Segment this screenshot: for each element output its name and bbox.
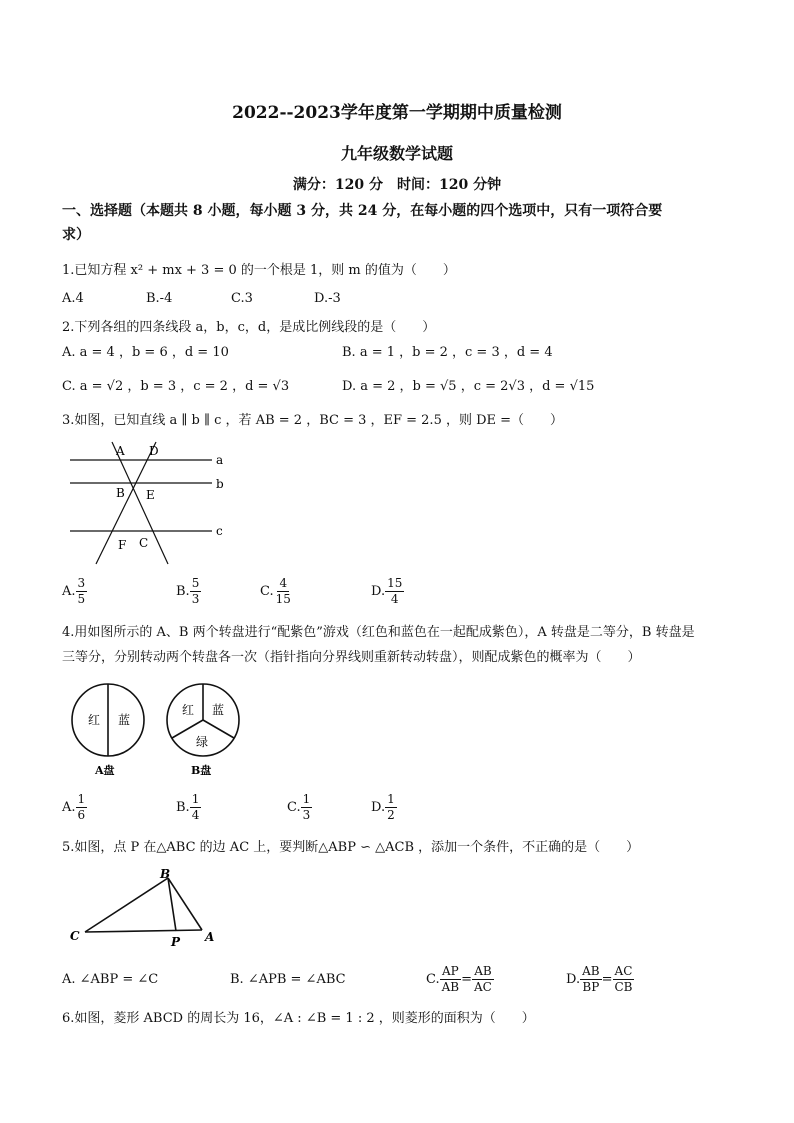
q5-option-a: A. ∠ABP = ∠C <box>62 972 159 987</box>
label-P: P <box>171 935 181 949</box>
q3-option-c: C. $\frac{4}{15}$ <box>260 576 291 606</box>
spinner-b-caption: B盘 <box>191 764 212 777</box>
label-c: c <box>216 524 223 538</box>
q4-option-b: B. $\frac{1}{4}$ <box>176 792 200 822</box>
exam-title: 2022--2023学年度第一学期期中质量检测 <box>232 103 562 123</box>
q1-option-c: C.3 <box>231 291 253 306</box>
q3-option-b: B. $\frac{5}{3}$ <box>176 576 200 606</box>
spinner-b-green: 绿 <box>196 735 209 749</box>
label-a: a <box>216 453 224 467</box>
q3-option-a: A. $\frac{3}{5}$ <box>62 576 86 606</box>
label-A: A <box>205 930 215 944</box>
label-E: E <box>146 488 155 502</box>
q3-stem: 3.如图，已知直线 a ∥ b ∥ c ，若 AB = 2 ，BC = 3 ，EF = 2.5 ，则 DE =（ ） <box>62 413 564 428</box>
side-ca <box>85 930 202 932</box>
exam-subtitle: 九年级数学试题 <box>340 144 453 163</box>
label-b: b <box>216 477 224 491</box>
q4-option-d: D. $\frac{1}{2}$ <box>371 792 395 822</box>
spinner-a-caption: A盘 <box>95 764 115 777</box>
q2-option-d: D. a = 2 ，b = √5 ，c = 2√3 ，d = √15 <box>342 379 595 394</box>
spinner-b-red: 红 <box>182 703 195 717</box>
label-C: C <box>139 536 149 550</box>
q4-stem-line2: 三等分，分别转动两个转盘各一次（指针指向分界线则重新转动转盘），则配成紫色的概率为（ ） <box>62 650 641 665</box>
exam-meta: 满分：120 分 时间：120 分钟 <box>292 177 502 193</box>
q6-stem: 6.如图，菱形 ABCD 的周长为 16，∠A : ∠B = 1 : 2 ，则菱形的面积为（ ） <box>62 1011 535 1026</box>
q4-spinners-figure <box>62 676 252 784</box>
q2-stem: 2.下列各组的四条线段 a，b，c，d，是成比例线段的是（ ） <box>62 320 436 335</box>
q5-option-b: B. ∠APB = ∠ABC <box>230 972 346 987</box>
q5-option-d: D. $\frac{AB}{BP}$ = $\frac{AC}{CB}$ <box>566 964 633 994</box>
q5-triangle-figure <box>62 864 232 950</box>
segment-bp <box>168 878 176 931</box>
q4-option-a: A. $\frac{1}{6}$ <box>62 792 86 822</box>
section-heading-cont: 求） <box>62 227 90 243</box>
q2-option-c: C. a = √2 ，b = 3 ，c = 2 ，d = √3 <box>62 379 290 394</box>
label-D: D <box>149 444 159 458</box>
q2-option-b: B. a = 1 ，b = 2 ，c = 3 ，d = 4 <box>342 345 553 360</box>
side-ba <box>168 878 202 930</box>
q1-option-a: A.4 <box>62 291 84 306</box>
side-cb <box>85 878 168 932</box>
q1-stem: 1.已知方程 x² + mx + 3 = 0 的一个根是 1，则 m 的值为（ ） <box>62 263 456 278</box>
label-A: A <box>116 444 125 458</box>
label-B: B <box>116 486 125 500</box>
q5-option-c: C. $\frac{AP}{AB}$ = $\frac{AB}{AC}$ <box>426 964 492 994</box>
label-C: C <box>70 929 80 943</box>
q1-option-d: D.-3 <box>314 291 341 306</box>
q5-stem: 5.如图，点 P 在△ABC 的边 AC 上，要判断△ABP ∽ △ACB ，添加一个条件，不正确的是（ ） <box>62 840 640 855</box>
q1-option-b: B.-4 <box>146 291 173 306</box>
section-heading: 一、选择题（本题共 8 小题，每小题 3 分，共 24 分，在每小题的四个选项中，只有一项符合要 <box>62 203 663 219</box>
spinner-a-blue: 蓝 <box>118 713 131 727</box>
q4-option-c: C. $\frac{1}{3}$ <box>287 792 311 822</box>
q4-stem-line1: 4.用如图所示的 A、B 两个转盘进行“配紫色”游戏（红色和蓝色在一起配成紫色），A 转盘是二等分，B 转盘是 <box>62 625 695 640</box>
q2-option-a: A. a = 4 ，b = 6 ，d = 10 <box>62 345 229 360</box>
q3-option-d: D. $\frac{15}{4}$ <box>371 576 403 606</box>
spinner-a-red: 红 <box>88 713 101 727</box>
spinner-b-blue: 蓝 <box>212 703 225 717</box>
q3-parallel-lines-figure <box>62 440 242 570</box>
label-F: F <box>118 538 127 552</box>
label-B: B <box>160 867 171 881</box>
